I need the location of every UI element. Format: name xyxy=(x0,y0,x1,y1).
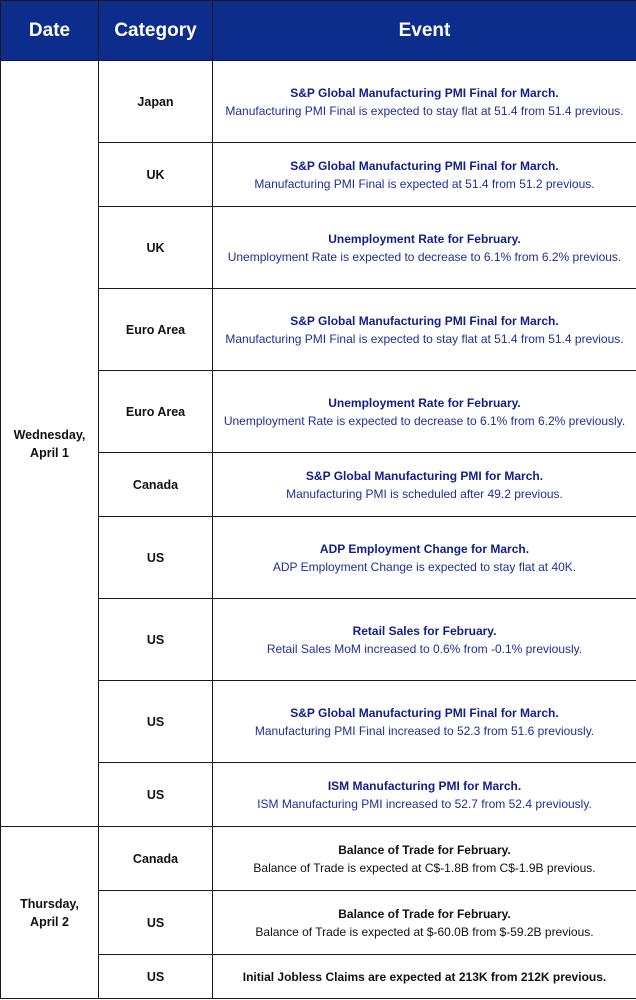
header-date: Date xyxy=(1,1,99,61)
category-cell: US xyxy=(99,517,213,599)
category-cell: UK xyxy=(99,207,213,289)
event-description: Manufacturing PMI Final increased to 52.3 from 51.6 previously. xyxy=(254,723,595,738)
event-title: S&P Global Manufacturing PMI Final for March. xyxy=(290,85,559,100)
event-title: ADP Employment Change for March. xyxy=(319,541,530,556)
event-cell xyxy=(213,289,636,371)
event-title: S&P Global Manufacturing PMI Final for March. xyxy=(290,158,559,173)
event-description: Unemployment Rate is expected to decrease to 6.1% from 6.2% previously. xyxy=(223,413,626,428)
event-cell xyxy=(213,517,636,599)
category-cell: US xyxy=(99,599,213,681)
event-title: Balance of Trade for February. xyxy=(338,842,511,857)
category-cell: Euro Area xyxy=(99,289,213,371)
header-row xyxy=(1,1,636,61)
category-cell: Canada xyxy=(99,827,213,891)
event-cell xyxy=(213,61,636,143)
event-description: Manufacturing PMI Final is expected to stay flat at 51.4 from 51.4 previous. xyxy=(225,331,624,346)
event-title: ISM Manufacturing PMI for March. xyxy=(327,778,522,793)
category-cell: US xyxy=(99,763,213,827)
date-cell: Thursday, April 2 xyxy=(1,827,99,999)
event-title: Initial Jobless Claims are expected at 213K from 212K previous. xyxy=(242,969,607,984)
event-title: S&P Global Manufacturing PMI Final for March. xyxy=(290,705,559,720)
header-event: Event xyxy=(213,1,636,61)
event-title: Balance of Trade for February. xyxy=(338,906,511,921)
event-description: Manufacturing PMI is scheduled after 49.2 previous. xyxy=(286,486,563,501)
event-description: Manufacturing PMI Final is expected to stay flat at 51.4 from 51.4 previous. xyxy=(225,103,624,118)
event-title: S&P Global Manufacturing PMI Final for March. xyxy=(290,313,559,328)
event-cell xyxy=(213,891,636,955)
event-title: S&P Global Manufacturing PMI for March. xyxy=(305,468,544,483)
event-description: Retail Sales MoM increased to 0.6% from -0.1% previously. xyxy=(266,641,583,656)
event-cell xyxy=(213,955,636,999)
category-cell: Japan xyxy=(99,61,213,143)
category-cell: UK xyxy=(99,143,213,207)
event-description: Manufacturing PMI Final is expected at 51.4 from 51.2 previous. xyxy=(254,176,595,191)
event-cell xyxy=(213,599,636,681)
event-title: Unemployment Rate for February. xyxy=(328,231,521,246)
table-row xyxy=(1,827,636,891)
event-title: Retail Sales for February. xyxy=(352,623,497,638)
category-cell: US xyxy=(99,681,213,763)
event-description: Unemployment Rate is expected to decrease to 6.1% from 6.2% previous. xyxy=(227,249,622,264)
category-cell: US xyxy=(99,955,213,999)
event-cell xyxy=(213,371,636,453)
header-category: Category xyxy=(99,1,213,61)
table-row xyxy=(1,61,636,143)
event-cell xyxy=(213,827,636,891)
event-title: Unemployment Rate for February. xyxy=(328,395,521,410)
category-cell: US xyxy=(99,891,213,955)
event-description: ISM Manufacturing PMI increased to 52.7 from 52.4 previously. xyxy=(257,796,592,811)
event-description: ADP Employment Change is expected to stay flat at 40K. xyxy=(272,559,577,574)
category-cell: Euro Area xyxy=(99,371,213,453)
event-cell xyxy=(213,763,636,827)
event-cell xyxy=(213,453,636,517)
event-cell xyxy=(213,681,636,763)
event-cell xyxy=(213,143,636,207)
event-description: Balance of Trade is expected at C$-1.8B from C$-1.9B previous. xyxy=(253,860,596,875)
category-cell: Canada xyxy=(99,453,213,517)
date-cell: Wednesday, April 1 xyxy=(1,61,99,827)
event-description: Balance of Trade is expected at $-60.0B from $-59.2B previous. xyxy=(255,924,594,939)
event-cell xyxy=(213,207,636,289)
